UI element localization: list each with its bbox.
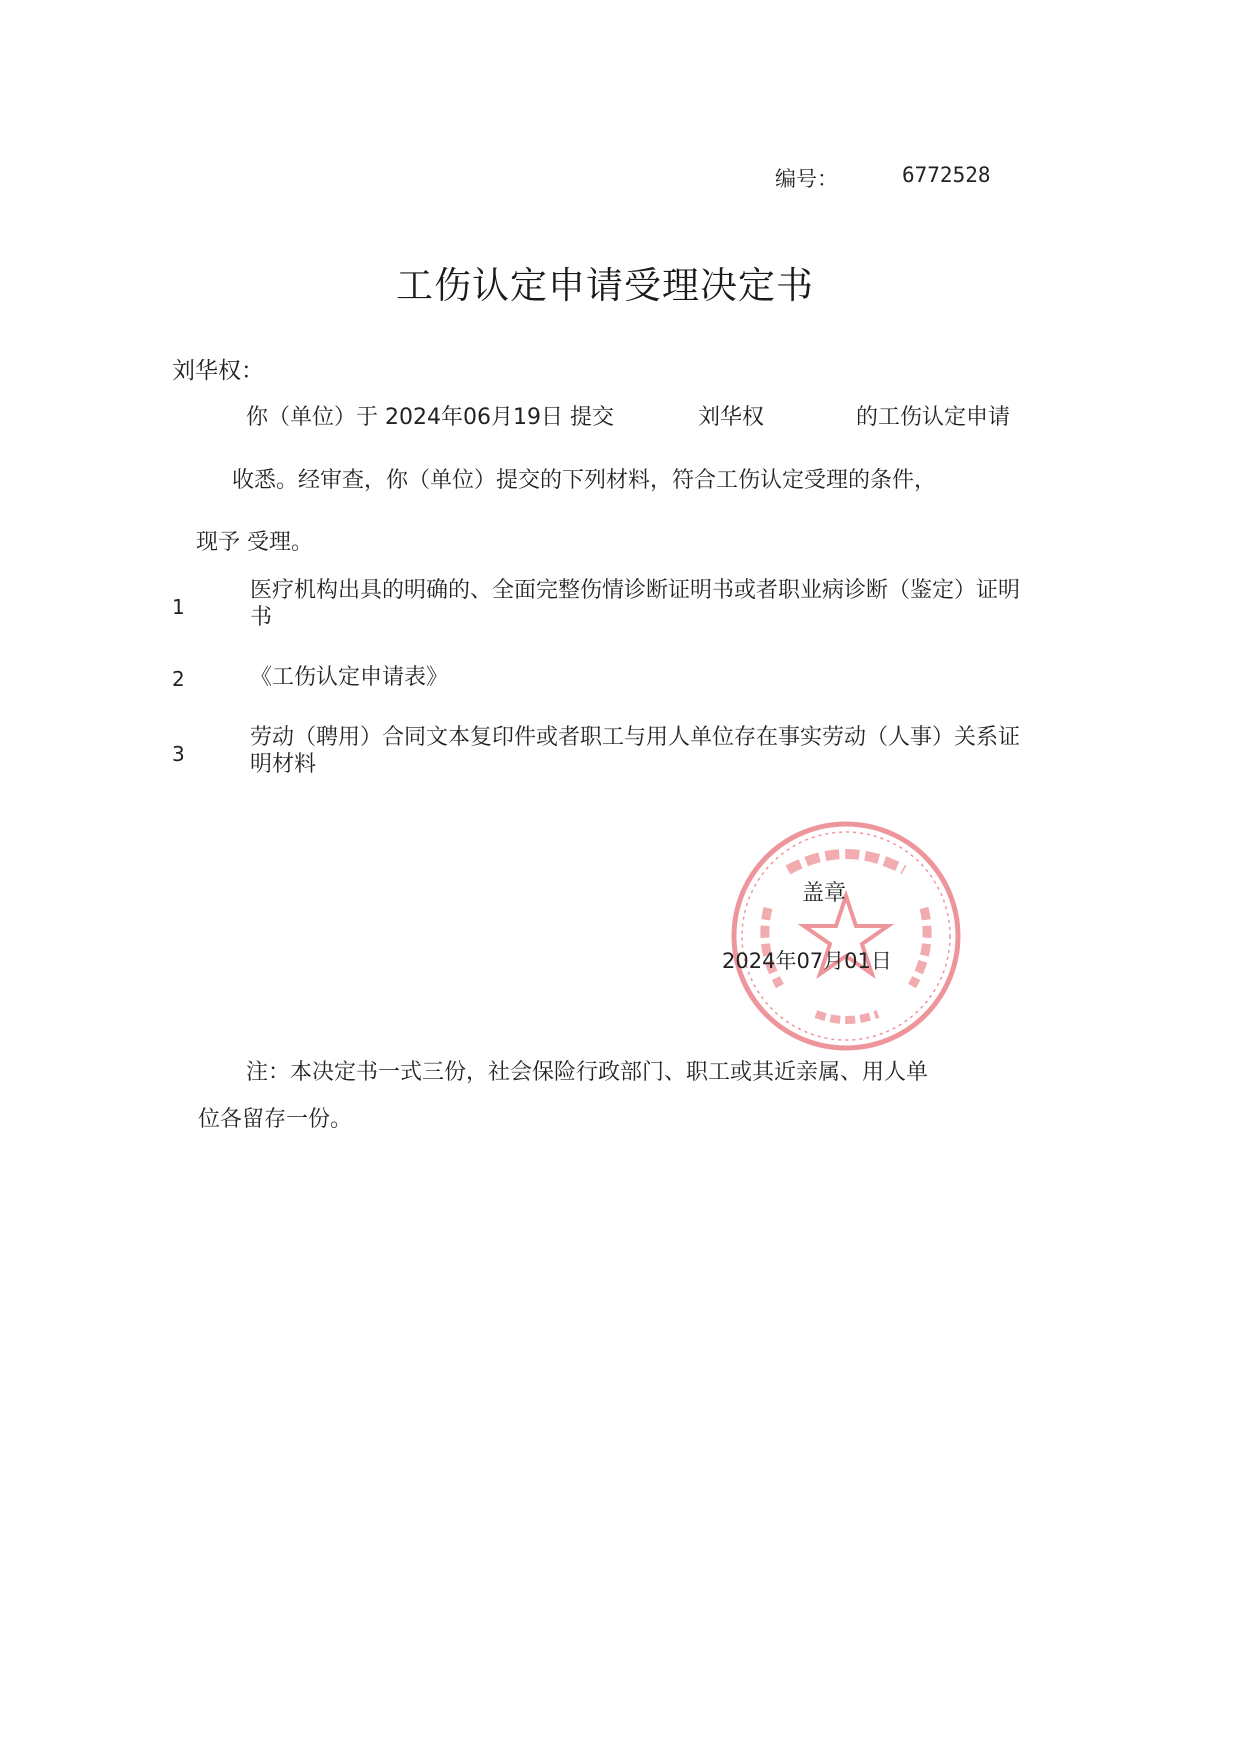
issue-date: 2024年07月01日 bbox=[722, 949, 892, 973]
body-line1-applicant: 刘华权 bbox=[698, 405, 765, 430]
body-line3: 现予 受理。 bbox=[196, 530, 313, 555]
note-line2: 位各留存一份。 bbox=[198, 1107, 353, 1132]
document-number-label: 编号： bbox=[775, 167, 838, 191]
document-number-value: 6772528 bbox=[902, 163, 991, 187]
material-number: 1 bbox=[172, 595, 185, 619]
material-number: 3 bbox=[172, 742, 185, 766]
document-title: 工伤认定申请受理决定书 bbox=[396, 264, 814, 307]
body-line1-suffix: 的工伤认定申请 bbox=[856, 405, 1011, 430]
material-text: 《工伤认定申请表》 bbox=[250, 665, 449, 690]
seal-label: 盖章 bbox=[802, 881, 847, 906]
recipient-name: 刘华权： bbox=[172, 358, 264, 384]
body-line2: 收悉。经审查，你（单位）提交的下列材料，符合工伤认定受理的条件， bbox=[232, 468, 937, 493]
material-text: 医疗机构出具的明确的、全面完整伤情诊断证明书或者职业病诊断（鉴定）证明书 bbox=[250, 578, 1021, 630]
note-line1: 注：本决定书一式三份，社会保险行政部门、职工或其近亲属、用人单 bbox=[246, 1060, 929, 1085]
body-line1-prefix: 你（单位）于 2024年06月19日 提交 bbox=[246, 405, 614, 430]
official-seal-stamp bbox=[728, 818, 964, 1054]
material-text: 劳动（聘用）合同文本复印件或者职工与用人单位存在事实劳动（人事）关系证明材料 bbox=[250, 725, 1021, 777]
material-number: 2 bbox=[172, 667, 185, 691]
